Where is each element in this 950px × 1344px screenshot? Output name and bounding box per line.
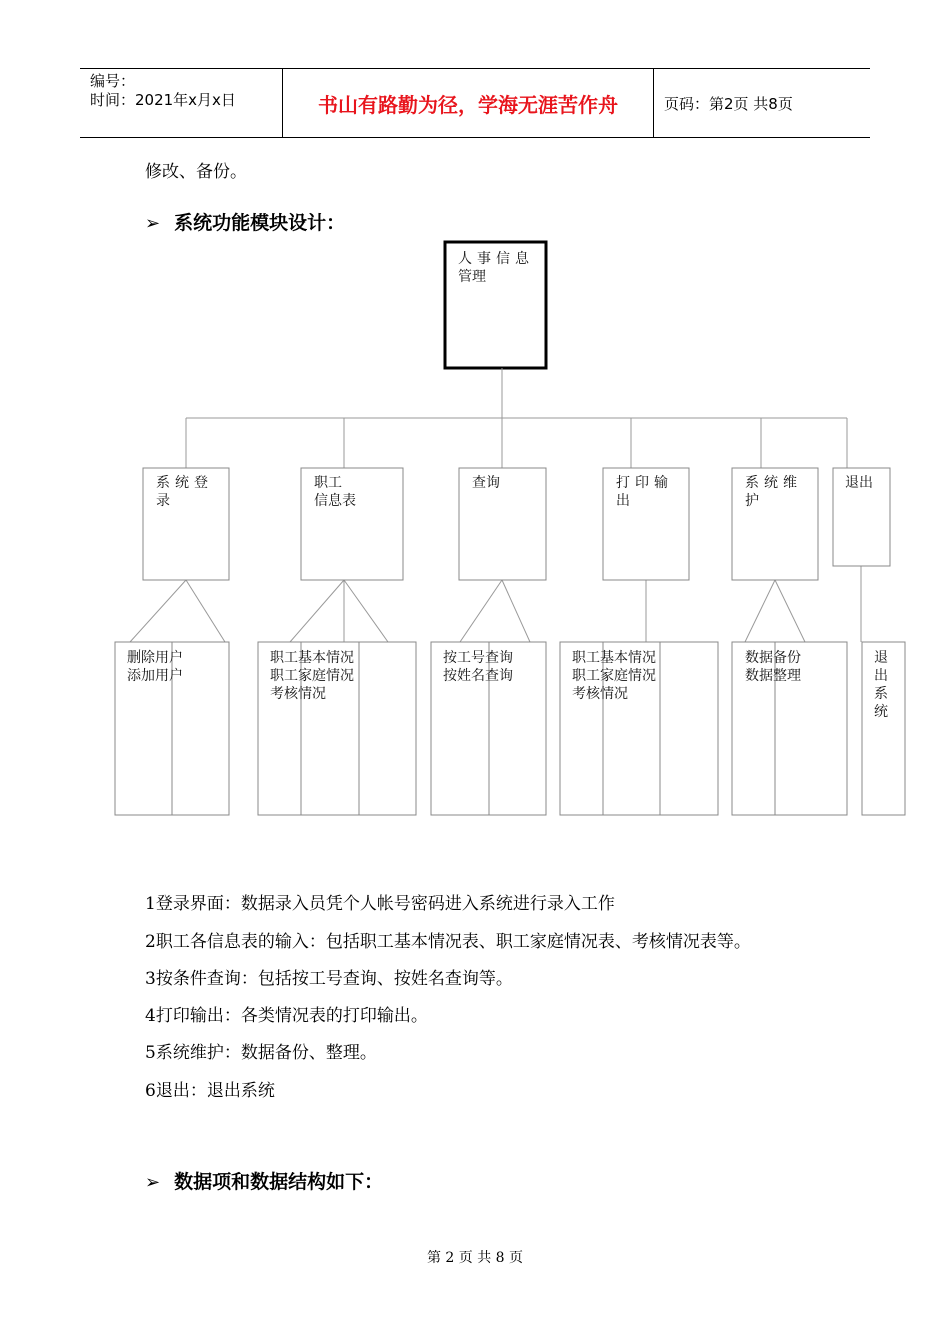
arrow-bullet-icon: ➢ <box>145 213 161 234</box>
module-login-line2: 录 <box>156 493 170 509</box>
list-item-1: 1登录界面：数据录入员凭个人帐号密码进入系统进行录入工作 <box>145 894 615 914</box>
page-header <box>80 68 870 138</box>
sub-query-2: 按姓名查询 <box>443 668 513 684</box>
sub-maint-2: 数据整理 <box>745 668 801 684</box>
sub-exit-1: 退 <box>874 650 888 666</box>
section-heading-modules-text: 系统功能模块设计： <box>174 212 346 234</box>
list-item-5: 5系统维护：数据备份、整理。 <box>145 1043 377 1063</box>
sub-print-2: 职工家庭情况 <box>572 668 656 684</box>
sub-staff-1: 职工基本情况 <box>270 650 354 666</box>
header-page-info: 页码：第2页 共8页 <box>664 94 793 113</box>
list-item-2: 2职工各信息表的输入：包括职工基本情况表、职工家庭情况表、考核情况表等。 <box>145 932 751 952</box>
module-maint-line1: 系统维 <box>745 475 802 491</box>
header-number: 编号： <box>90 72 136 90</box>
header-time: 时间：2021年x月x日 <box>90 91 236 109</box>
module-login-line1: 系统登 <box>156 475 213 491</box>
header-motto: 书山有路勤为径，学海无涯苦作舟 <box>282 69 654 137</box>
module-print-line2: 出 <box>616 493 630 509</box>
sub-staff-2: 职工家庭情况 <box>270 668 354 684</box>
sub-print-3: 考核情况 <box>572 686 628 702</box>
sub-login-2: 添加用户 <box>127 668 183 684</box>
section-heading-data-text: 数据项和数据结构如下： <box>174 1171 384 1193</box>
list-item-4: 4打印输出：各类情况表的打印输出。 <box>145 1006 428 1026</box>
sub-maint-1: 数据备份 <box>745 650 801 666</box>
module-query-line1: 查询 <box>472 475 500 491</box>
module-staff-line2: 信息表 <box>314 493 356 509</box>
sub-exit-4: 统 <box>874 704 888 720</box>
sub-staff-3: 考核情况 <box>270 686 326 702</box>
module-maint-line2: 护 <box>745 493 759 509</box>
root-label-line2: 管理 <box>458 269 486 285</box>
section-heading-data <box>145 1167 383 1194</box>
page-footer: 第 2 页 共 8 页 <box>426 1250 524 1266</box>
module-print-line1: 打印输 <box>616 475 673 491</box>
list-item-6: 6退出：退出系统 <box>145 1081 275 1101</box>
header-meta <box>80 69 282 137</box>
root-label-line1: 人事信息 <box>458 251 534 267</box>
sub-exit-3: 系 <box>874 686 888 702</box>
sub-print-1: 职工基本情况 <box>572 650 656 666</box>
sub-query-1: 按工号查询 <box>443 650 513 666</box>
arrow-bullet-icon: ➢ <box>145 1172 161 1193</box>
sub-login-1: 删除用户 <box>127 650 183 666</box>
intro-text: 修改、备份。 <box>145 162 247 182</box>
module-diagram <box>0 230 950 830</box>
sub-exit-2: 出 <box>874 668 888 684</box>
module-exit-line1: 退出 <box>845 475 873 491</box>
module-staff-line1: 职工 <box>314 475 342 491</box>
module-diagram-lines <box>0 230 950 830</box>
list-item-3: 3按条件查询：包括按工号查询、按姓名查询等。 <box>145 969 513 989</box>
